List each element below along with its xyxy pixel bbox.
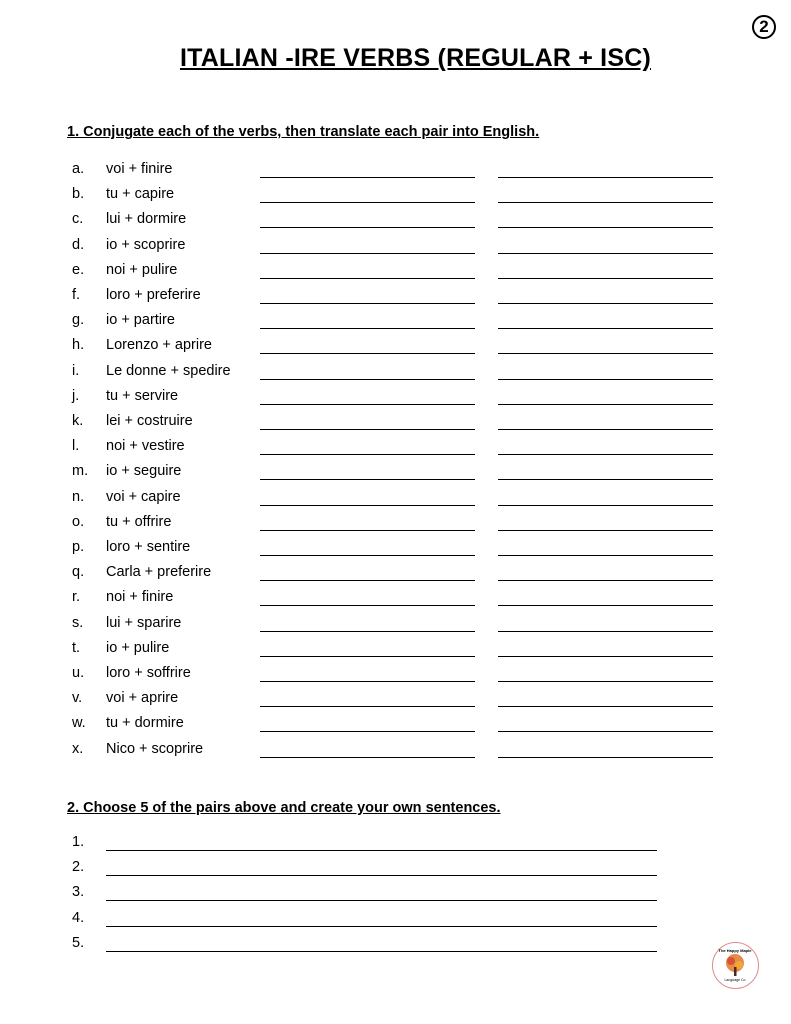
item-verb: voi + finire (106, 161, 173, 177)
sentence-item (0, 910, 791, 935)
translation-answer-line[interactable] (498, 706, 713, 707)
item-letter: b. (72, 186, 85, 203)
item-letter: m. (72, 463, 89, 480)
conjugation-answer-line[interactable] (260, 706, 475, 707)
translation-answer-line[interactable] (498, 404, 713, 405)
sentence-number: 4. (72, 909, 85, 926)
svg-text:The Happy Maple: The Happy Maple (718, 948, 752, 953)
conjugation-item (0, 237, 791, 262)
item-letter: f. (72, 287, 81, 303)
translation-answer-line[interactable] (498, 328, 713, 329)
item-verb: loro + soffrire (106, 665, 191, 681)
conjugation-answer-line[interactable] (260, 681, 475, 682)
translation-answer-line[interactable] (498, 227, 713, 228)
sentence-answer-line[interactable] (106, 951, 657, 952)
conjugation-answer-line[interactable] (260, 303, 475, 304)
item-letter: l. (72, 438, 80, 455)
conjugation-item (0, 489, 791, 514)
item-letter: r. (72, 589, 81, 606)
conjugation-item (0, 413, 791, 438)
conjugation-item (0, 640, 791, 665)
conjugation-answer-line[interactable] (260, 227, 475, 228)
sentence-answer-line[interactable] (106, 875, 657, 876)
item-verb: tu + servire (106, 387, 179, 404)
item-letter: n. (72, 488, 85, 505)
item-verb: io + scoprire (106, 236, 186, 253)
sentence-answer-line[interactable] (106, 850, 657, 851)
section-1-heading: 1. Conjugate each of the verbs, then translate each pair into English. (67, 124, 540, 140)
item-verb: Lorenzo + aprire (106, 337, 212, 354)
page-number-badge: 2 (752, 15, 776, 39)
item-verb: loro + preferire (106, 287, 201, 303)
conjugation-answer-line[interactable] (260, 731, 475, 732)
translation-answer-line[interactable] (498, 631, 713, 632)
sentence-item (0, 935, 791, 960)
conjugation-answer-line[interactable] (260, 757, 475, 758)
item-verb: tu + capire (106, 186, 175, 203)
conjugation-item (0, 363, 791, 388)
conjugation-item (0, 287, 791, 312)
translation-answer-line[interactable] (498, 353, 713, 354)
item-verb: tu + dormire (106, 715, 184, 732)
item-letter: a. (72, 161, 85, 177)
conjugation-answer-line[interactable] (260, 379, 475, 380)
sentence-number: 2. (72, 859, 85, 876)
conjugation-item (0, 262, 791, 287)
conjugation-item (0, 463, 791, 488)
translation-answer-line[interactable] (498, 681, 713, 682)
conjugation-answer-line[interactable] (260, 479, 475, 480)
conjugation-answer-line[interactable] (260, 177, 475, 178)
conjugation-item (0, 337, 791, 362)
conjugation-answer-line[interactable] (260, 505, 475, 506)
item-verb: io + pulire (106, 639, 170, 656)
translation-answer-line[interactable] (498, 479, 713, 480)
item-verb: noi + pulire (106, 261, 178, 278)
conjugation-answer-line[interactable] (260, 404, 475, 405)
item-letter: w. (72, 715, 86, 732)
conjugation-item (0, 312, 791, 337)
conjugation-item (0, 388, 791, 413)
conjugation-item (0, 211, 791, 236)
item-verb: Nico + scoprire (106, 740, 204, 757)
translation-answer-line[interactable] (498, 605, 713, 606)
item-verb: tu + offrire (106, 513, 172, 530)
item-verb: lei + costruire (106, 413, 193, 429)
conjugation-answer-line[interactable] (260, 631, 475, 632)
item-letter: h. (72, 337, 85, 354)
item-verb: noi + vestire (106, 438, 185, 455)
conjugation-answer-line[interactable] (260, 328, 475, 329)
translation-answer-line[interactable] (498, 177, 713, 178)
translation-answer-line[interactable] (498, 253, 713, 254)
item-letter: o. (72, 513, 85, 530)
item-letter: c. (72, 211, 84, 228)
item-letter: k. (72, 413, 84, 429)
conjugation-answer-line[interactable] (260, 353, 475, 354)
item-letter: i. (72, 362, 80, 379)
sentence-number: 1. (72, 834, 85, 850)
item-verb: voi + aprire (106, 690, 179, 707)
item-verb: io + seguire (106, 463, 182, 480)
translation-answer-line[interactable] (498, 530, 713, 531)
sentence-number: 5. (72, 934, 85, 951)
conjugation-item (0, 715, 791, 740)
item-verb: Le donne + spedire (106, 362, 231, 379)
sentence-answer-line[interactable] (106, 926, 657, 927)
conjugation-item (0, 741, 791, 766)
item-verb: noi + finire (106, 589, 174, 606)
conjugation-answer-line[interactable] (260, 605, 475, 606)
translation-answer-line[interactable] (498, 202, 713, 203)
translation-answer-line[interactable] (498, 505, 713, 506)
page-title: ITALIAN -IRE VERBS (REGULAR + ISC) (180, 44, 651, 72)
conjugation-item (0, 186, 791, 211)
translation-answer-line[interactable] (498, 656, 713, 657)
item-verb: lui + sparire (106, 614, 182, 631)
svg-text:Language Co: Language Co (724, 978, 746, 982)
translation-answer-line[interactable] (498, 555, 713, 556)
conjugation-answer-line[interactable] (260, 253, 475, 254)
brand-logo (712, 942, 759, 989)
conjugation-item (0, 615, 791, 640)
conjugation-answer-line[interactable] (260, 555, 475, 556)
item-letter: g. (72, 312, 85, 329)
translation-answer-line[interactable] (498, 379, 713, 380)
sentence-item (0, 884, 791, 909)
sentence-item (0, 859, 791, 884)
item-letter: x. (72, 740, 84, 757)
sentence-item (0, 834, 791, 859)
conjugation-answer-line[interactable] (260, 278, 475, 279)
item-verb: voi + capire (106, 488, 181, 505)
item-letter: t. (72, 639, 81, 656)
section-2-heading: 2. Choose 5 of the pairs above and create your own sentences. (67, 800, 501, 816)
item-verb: io + partire (106, 312, 175, 329)
item-letter: d. (72, 236, 85, 253)
conjugation-answer-line[interactable] (260, 202, 475, 203)
item-letter: e. (72, 261, 85, 278)
conjugation-answer-line[interactable] (260, 530, 475, 531)
item-letter: v. (72, 690, 83, 707)
item-letter: s. (72, 614, 84, 631)
conjugation-answer-line[interactable] (260, 580, 475, 581)
conjugation-item (0, 690, 791, 715)
conjugation-item (0, 589, 791, 614)
item-verb: lui + dormire (106, 211, 187, 228)
conjugation-item (0, 564, 791, 589)
conjugation-item (0, 514, 791, 539)
translation-answer-line[interactable] (498, 454, 713, 455)
conjugation-answer-line[interactable] (260, 454, 475, 455)
item-letter: u. (72, 665, 85, 681)
sentence-answer-line[interactable] (106, 900, 657, 901)
item-letter: p. (72, 539, 85, 555)
item-verb: Carla + preferire (106, 564, 212, 581)
translation-answer-line[interactable] (498, 757, 713, 758)
sentence-number: 3. (72, 884, 85, 901)
conjugation-answer-line[interactable] (260, 656, 475, 657)
conjugation-item (0, 665, 791, 690)
maple-tree-icon (713, 943, 757, 987)
conjugation-item (0, 539, 791, 564)
item-verb: loro + sentire (106, 539, 191, 555)
translation-answer-line[interactable] (498, 580, 713, 581)
conjugation-item (0, 438, 791, 463)
conjugation-answer-line[interactable] (260, 429, 475, 430)
translation-answer-line[interactable] (498, 731, 713, 732)
translation-answer-line[interactable] (498, 278, 713, 279)
item-letter: j. (72, 387, 80, 404)
translation-answer-line[interactable] (498, 303, 713, 304)
conjugation-item (0, 161, 791, 186)
translation-answer-line[interactable] (498, 429, 713, 430)
item-letter: q. (72, 564, 85, 581)
